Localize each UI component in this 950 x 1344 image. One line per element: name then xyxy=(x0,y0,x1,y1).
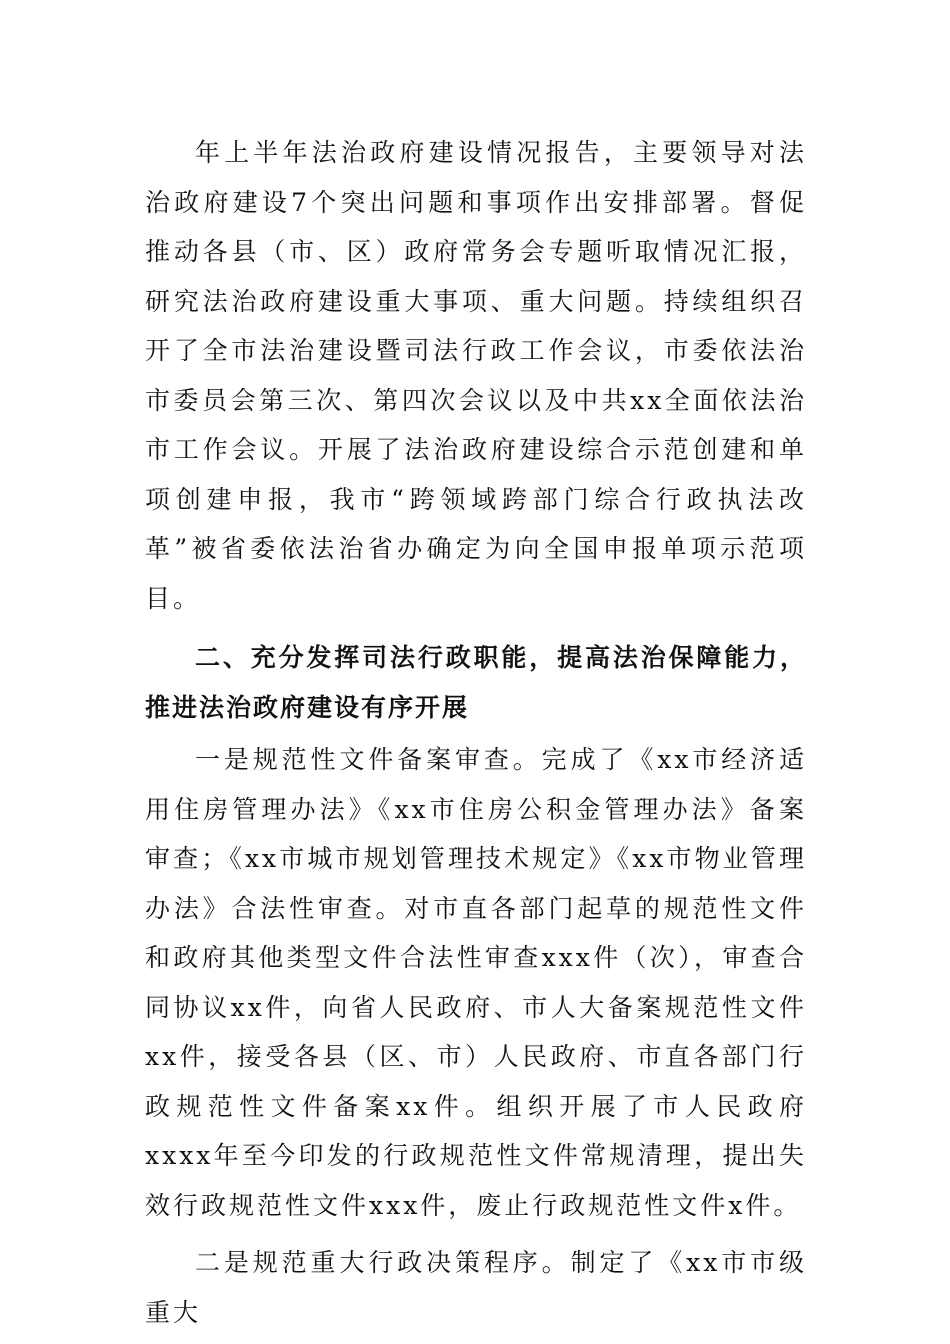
paragraph-major-decision-procedure: 二是规范重大行政决策程序。制定了《xx市市级重大 xyxy=(145,1248,807,1327)
document-body xyxy=(145,128,807,1337)
paragraph-normative-documents-review: 一是规范性文件备案审查。完成了《xx市经济适用住房管理办法》《xx市住房公积金管理办法》备案审查；《xx市城市规划管理技术规定》《xx市物业管理办法》合法性审查。对市直各部门起草的规范性文件和政府其他类型文件合法性审查xxx件（次），审查合同协议xx件，向省人民政府、市人大备案规范性文件xx件，接受各县（区、市）人民政府、市直各部门行政规范性文件备案xx件。组织开展了市人民政府xxxx年至今印发的行政规范性文件常规清理，提出失效行政规范性文件xxx件，废止行政规范性文件x件。 xyxy=(145,745,807,1220)
paragraph-report-summary: 年上半年法治政府建设情况报告，主要领导对法治政府建设7个突出问题和事项作出安排部署。督促推动各县（市、区）政府常务会专题听取情况汇报，研究法治政府建设重大事项、重大问题。持续组织召开了全市法治建设暨司法行政工作会议，市委依法治市委员会第三次、第四次会议以及中共xx全面依法治市工作会议。开展了法治政府建设综合示范创建和单项创建申报，我市“跨领域跨部门综合行政执法改革”被省委依法治省办确定为向全国申报单项示范项目。 xyxy=(145,138,807,613)
section-heading-2: 二、充分发挥司法行政职能，提高法治保障能力，推进法治政府建设有序开展 xyxy=(145,643,807,722)
